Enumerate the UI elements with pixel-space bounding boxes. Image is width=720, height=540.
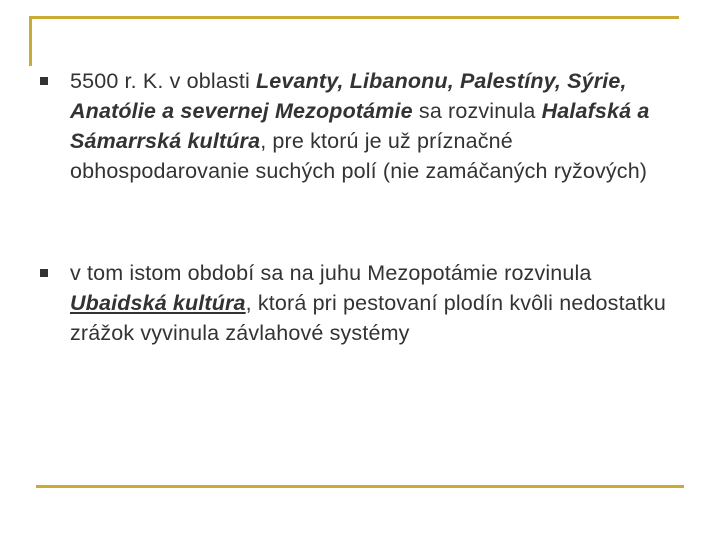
frame-left-rule xyxy=(29,16,32,66)
text-run: , pre ktorú je už príznačné obhospodarovanie suchých polí (nie zamáčaných ryžových) xyxy=(70,129,648,183)
bullet-item-ubaid xyxy=(40,258,680,348)
ubaid-culture-link[interactable]: Ubaidská kultúra xyxy=(70,291,246,315)
emphasis-cultures: Halafská a Sámarrská kultúra xyxy=(70,99,650,153)
bullet-text xyxy=(70,66,680,186)
text-run: sa rozvinula xyxy=(412,99,542,123)
square-bullet-icon xyxy=(40,77,48,85)
text-run: , ktorá pri pestovaní plodín kvôli nedostatku zrážok vyvinula závlahové systémy xyxy=(70,291,666,345)
text-run: 5500 r. K. v oblasti xyxy=(70,69,257,93)
square-bullet-icon xyxy=(40,269,48,277)
bullet-text xyxy=(70,258,680,348)
frame-top-rule xyxy=(29,16,679,19)
bullet-item-halaf xyxy=(40,66,680,186)
text-run: v tom istom období sa na juhu Mezopotámie rozvinula xyxy=(70,261,592,285)
frame-bottom-rule xyxy=(36,485,684,488)
bullet-list xyxy=(40,66,680,348)
emphasis-regions: Levanty, Libanonu, Palestíny, Sýrie, Anatólie a severnej Mezopotámie xyxy=(70,69,627,123)
